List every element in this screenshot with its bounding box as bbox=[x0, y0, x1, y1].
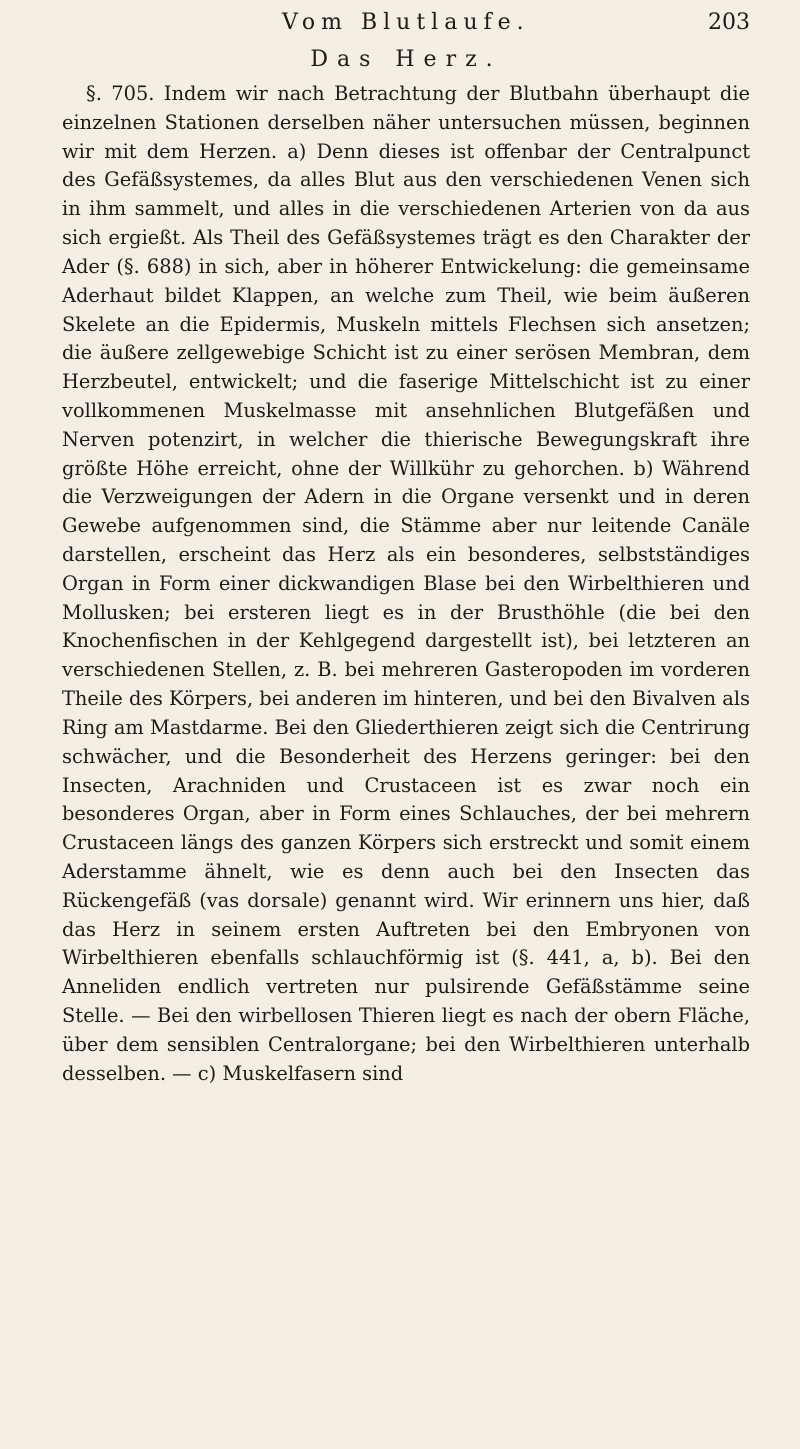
section-title: Das Herz. bbox=[310, 47, 502, 72]
paragraph-text: Indem wir nach Betrachtung der Blutbahn überhaupt die einzelnen Stationen derselben näher untersuchen müssen, beginnen wir mit dem Herzen. a) Denn dieses ist offenbar der Centralpunct des Gefäßsystemes, da alles Blut aus den verschiedenen Venen sich in ihm sammelt, und alles in die verschiedenen Arterien von da aus sich ergießt. Als Theil des Gefäßsystemes trägt es den Charakter der Ader (§. 688) in sich, aber in höherer Entwickelung: die gemeinsame Aderhaut bildet Klappen, an welche zum Theil, wie beim äußeren Skelete an die Epidermis, Muskeln mittels Flechsen sich ansetzen; die äußere zellgewebige Schicht ist zu einer serösen Membran, dem Herzbeutel, entwickelt; und die faserige Mittelschicht ist zu einer vollkommenen Muskelmasse mit ansehnlichen Blutgefäßen und Nerven potenzirt, in welcher die thierische Bewegungskraft ihre größte Höhe erreicht, ohne der Willkühr zu gehorchen. b) Während die Verzweigungen der Adern in die Organe versenkt und in deren Gewebe aufgenommen sind, die Stämme aber nur leitende Canäle darstellen, erscheint das Herz als ein besonderes, selbstständiges Organ in Form einer dickwandigen Blase bei den Wirbelthieren und Mollusken; bei ersteren liegt es in der Brusthöhle (die bei den Knochenfischen in der Kehlgegend dargestellt ist), bei letzteren an verschiedenen Stellen, z. B. bei mehreren Gasteropoden im vorderen Theile des Körpers, bei anderen im hinteren, und bei den Bivalven als Ring am Mastdarme. Bei den Gliederthieren zeigt sich die Centrirung schwächer, und die Besonderheit des Herzens geringer: bei den Insecten, Arachniden und Crustaceen ist es zwar noch ein besonderes Organ, aber in Form eines Schlauches, der bei mehrern Crustaceen längs des ganzen Körpers sich erstreckt und somit einem Aderstamme ähnelt, wie es denn auch bei den Insecten das Rückengefäß (vas dorsale) genannt wird. Wir erinnern uns hier, daß das Herz in seinem ersten Auftreten bei den Embryonen von Wirbelthieren ebenfalls schlauchförmig ist (§. 441, a, b). Bei den Anneliden endlich vertreten nur pulsirende Gefäßstämme seine Stelle. — Bei den wirbellosen Thieren liegt es nach der obern Fläche, über dem sensiblen Centralorgane; bei den Wirbelthieren unterhalb desselben. — c) Muskelfasern sind bbox=[62, 82, 750, 1085]
running-title: Vom Blutlaufe. bbox=[282, 10, 530, 35]
paragraph-label: §. 705. bbox=[86, 82, 155, 105]
running-head bbox=[62, 0, 750, 44]
paragraph-705 bbox=[62, 80, 750, 1088]
body-text bbox=[62, 80, 750, 1088]
page-number: 203 bbox=[708, 10, 750, 35]
